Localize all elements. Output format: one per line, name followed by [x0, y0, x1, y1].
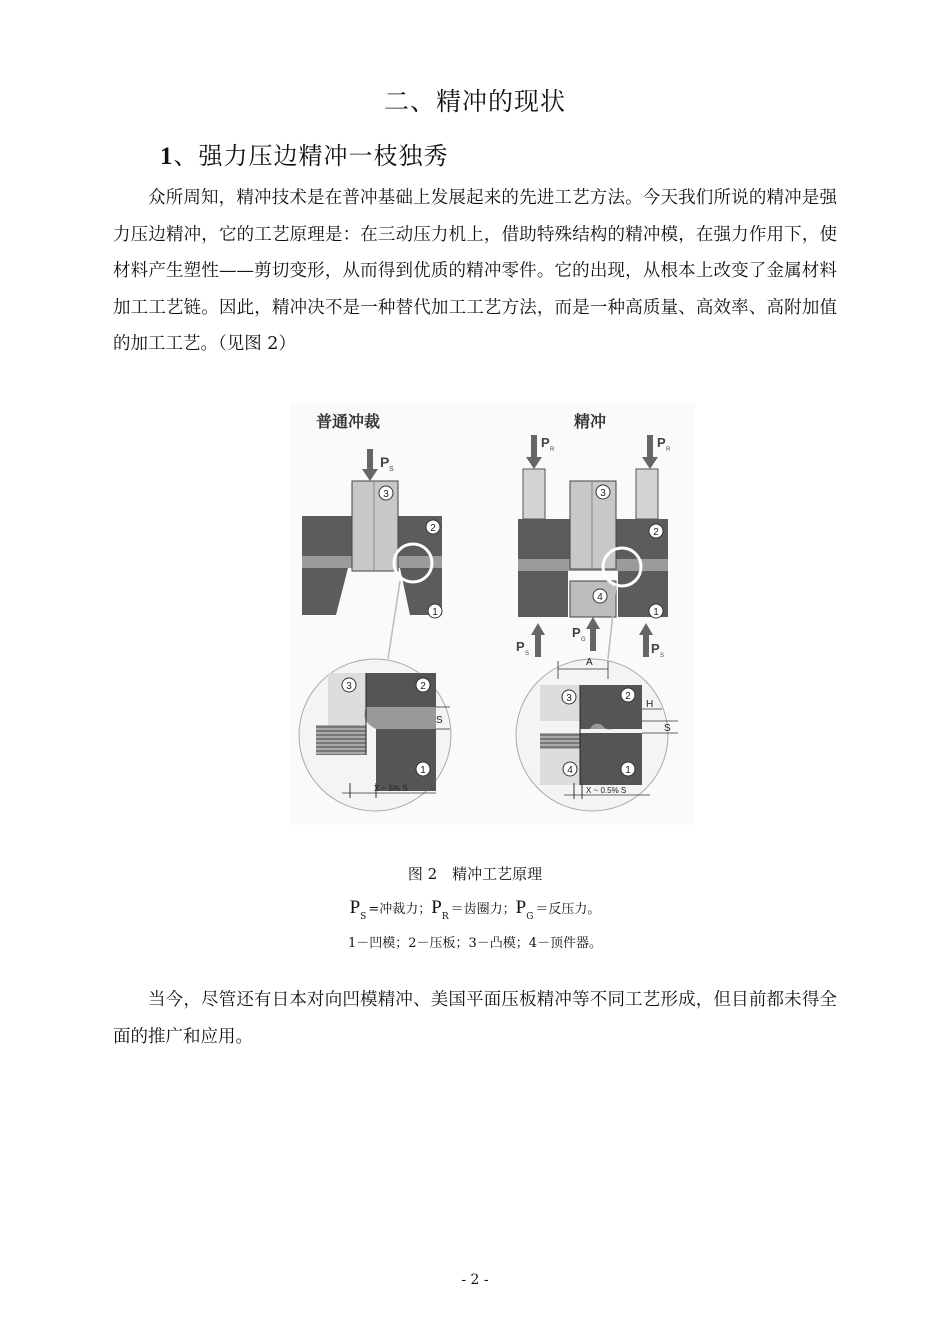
marker-3-left: [379, 486, 393, 500]
page-number: - 2 -: [461, 1272, 489, 1288]
label-pg: P: [572, 625, 581, 640]
force-pr-arrow-left: [526, 435, 542, 469]
svg-text:2: 2: [653, 527, 659, 538]
section-heading: [160, 136, 449, 171]
label-ps-up-left-sub: S: [525, 651, 530, 657]
marker-3-detail-left: [342, 678, 356, 692]
svg-text:1: 1: [625, 765, 631, 776]
marker-2-left: [426, 520, 440, 534]
svg-text:1: 1: [653, 607, 659, 618]
label-ps-up-right-sub: S: [660, 653, 665, 659]
label-pr-right: P: [657, 435, 666, 450]
svg-text:3: 3: [383, 489, 389, 500]
svg-text:3: 3: [346, 681, 352, 692]
label-pr-left-sub: R: [550, 447, 555, 453]
ring-plunger-left: [523, 469, 545, 519]
marker-2-right: [649, 524, 663, 538]
label-pg-sub: G: [581, 637, 586, 643]
force-ps-arrow-up-left: [531, 623, 545, 657]
svg-text:4: 4: [567, 765, 573, 776]
svg-text:1: 1: [420, 765, 426, 776]
svg-text:2: 2: [625, 691, 631, 702]
force-ps-arrow-left: [362, 449, 378, 481]
body-paragraph-1: 众所周知，精冲技术是在普冲基础上发展起来的先进工艺方法。今天我们所说的精冲是强力压边精冲，它的工艺原理是：在三动压力机上，借助特殊结构的精冲模，在强力作用下，使材料产生塑性——剪切变形，从而得到优质的精冲零件。它的出现，从根本上改变了金属材料加工工艺链。因此，精冲决不是一种替代加工工艺方法，而是一种高质量、高效率、高附加值的加工工艺。（见图 2）: [113, 188, 837, 354]
dim-a: A: [586, 657, 593, 668]
svg-text:1: 1: [432, 607, 438, 618]
figure-legend-parts: 1－凹模；2－压板；3－凸模；4－顶件器。: [347, 936, 603, 951]
dim-s-left: S: [436, 715, 443, 726]
fine-blanking-diagram: [290, 403, 695, 825]
section-number: 1: [160, 143, 174, 170]
svg-text:3: 3: [600, 488, 606, 499]
dim-h: H: [646, 699, 654, 710]
marker-3-right: [596, 485, 610, 499]
svg-text:2: 2: [430, 523, 436, 534]
marker-1-detail-left: [416, 762, 430, 776]
marker-1-left: [428, 604, 442, 618]
label-pr-left: P: [541, 435, 550, 450]
marker-2-detail-left: [416, 678, 430, 692]
label-pr-right-sub: R: [666, 447, 671, 453]
die-right-a: [518, 571, 568, 617]
ring-plunger-right: [636, 469, 658, 519]
page-title: 二、精冲的现状: [383, 87, 566, 116]
label-ps-left: P: [380, 454, 390, 470]
force-pr-arrow-right: [642, 435, 658, 469]
dim-x-right: X ~ 0.5% S: [586, 786, 627, 795]
marker-3-detail-right: [562, 690, 576, 704]
label-ps-left-sub: S: [389, 466, 394, 473]
marker-2-detail-right: [621, 688, 635, 702]
dim-x-left: X ~ 5% S: [374, 784, 408, 793]
force-pg-arrow-up: [586, 617, 600, 651]
marker-4-right: [593, 589, 607, 603]
die-left-a: [302, 568, 348, 615]
label-ps-up-right: P: [651, 641, 660, 656]
marker-1-right: [649, 604, 663, 618]
body-paragraph-2: 当今，尽管还有日本对向凹模精冲、美国平面压板精冲等不同工艺形成，但目前都未得全面的推广和应用。: [113, 990, 837, 1047]
label-conventional-blanking: 普通冲裁: [315, 412, 381, 431]
marker-1-detail-right: [621, 762, 635, 776]
figure-legend-forces: $P_S$ =冲裁力；$P_R$ ＝齿圈力；$P_G$ ＝反压力。: [349, 897, 601, 922]
figure-caption: 图 2 精冲工艺原理: [407, 865, 543, 883]
dim-s-right: S: [664, 723, 671, 734]
svg-text:3: 3: [566, 693, 572, 704]
label-ps-up-left: P: [516, 639, 525, 654]
marker-4-detail-right: [563, 762, 577, 776]
svg-text:2: 2: [420, 681, 426, 692]
svg-text:4: 4: [597, 592, 603, 603]
section-title: 、强力压边精冲一枝独秀: [173, 142, 449, 170]
ejector: [570, 581, 616, 617]
label-fine-blanking: 精冲: [573, 412, 607, 431]
